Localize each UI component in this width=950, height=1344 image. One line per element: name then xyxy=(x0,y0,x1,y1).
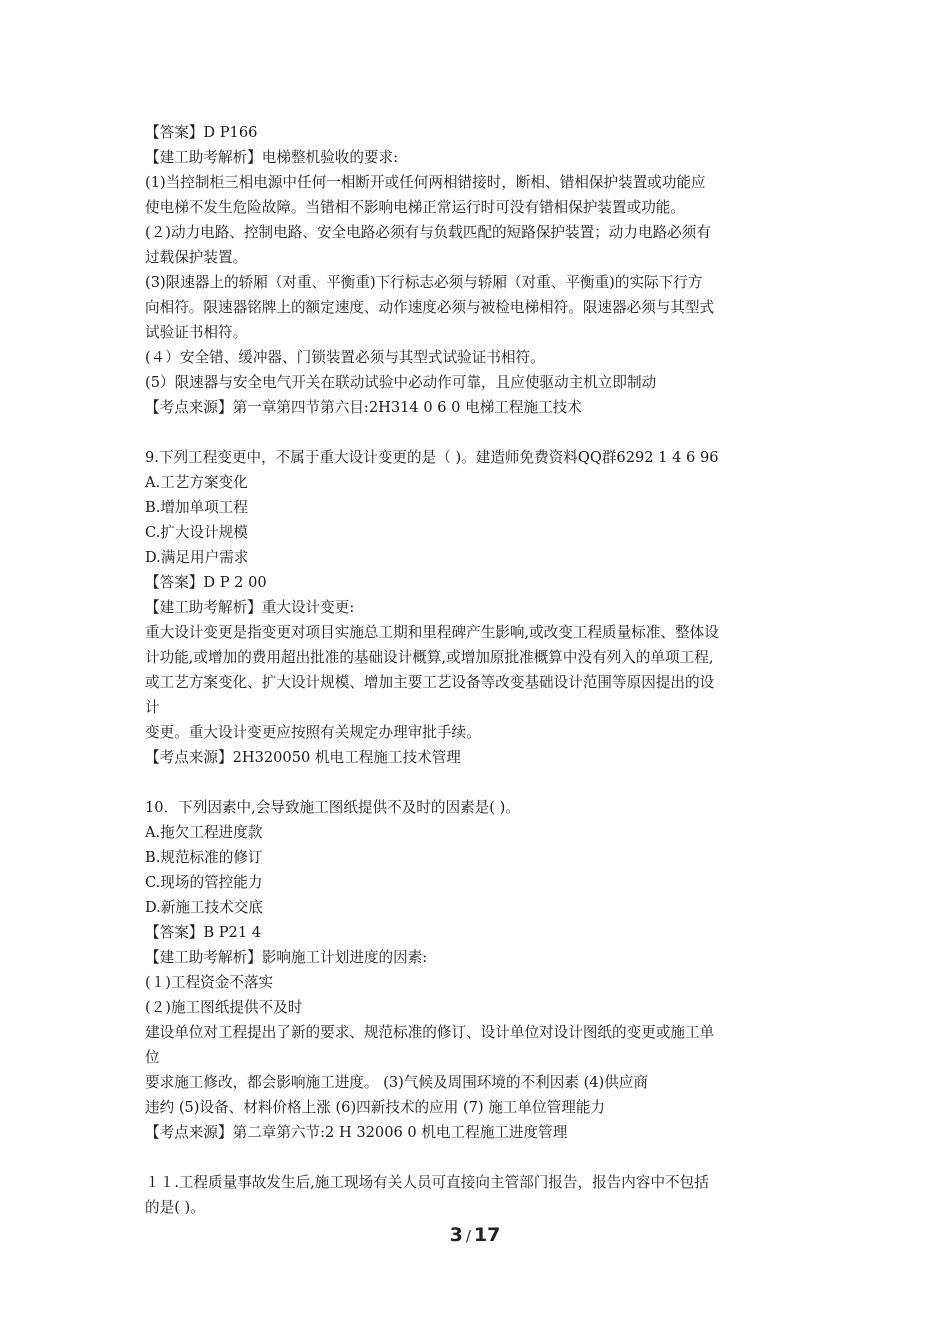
q11-question-line: 的是( )。 xyxy=(145,1199,205,1216)
q9-source: 【考点来源】2H320050 机电工程施工技术管理 xyxy=(145,749,461,766)
q8-analysis-line: (２)动力电路、控制电路、安全电路必须有与负载匹配的短路保护装置；动力电路必须有 xyxy=(145,224,711,241)
current-page: 3 xyxy=(449,1224,463,1246)
q10-answer: 【答案】B P21 4 xyxy=(145,924,262,941)
q9-analysis-line: 计 xyxy=(145,699,160,716)
page-separator: / xyxy=(465,1227,471,1245)
q8-analysis-line: (3)限速器上的轿厢（对重、平衡重)下行标志必须与轿厢（对重、平衡重)的实际下行方 xyxy=(145,274,703,291)
q10-source: 【考点来源】第二章第六节:2 H 32006 0 机电工程施工进度管理 xyxy=(145,1124,568,1141)
q9-analysis-title: 【建工助考解析】重大设计变更: xyxy=(145,599,355,616)
q8-analysis-line: (４）安全错、缓冲器、门锁装置必须与其型式试验证书相符。 xyxy=(145,349,545,366)
q9-analysis-line: 计功能,或增加的费用超出批准的基础设计概算,或增加原批准概算中没有列入的单项工程, xyxy=(145,649,714,666)
q8-answer: 【答案】D P166 xyxy=(145,124,258,141)
q10-analysis-title: 【建工助考解析】影响施工计划进度的因素: xyxy=(145,949,428,966)
total-pages: 17 xyxy=(473,1224,501,1246)
q10-option-c: C.现场的管控能力 xyxy=(145,874,263,891)
q10-option-d: D.新施工技术交底 xyxy=(145,899,263,916)
q10-analysis-line: 位 xyxy=(145,1049,160,1066)
q10-analysis-line: 要求施工修改，都会影响施工进度。 (3)气候及周围环境的不利因素 (4)供应商 xyxy=(145,1074,649,1091)
q8-analysis-title: 【建工助考解析】电梯整机验收的要求: xyxy=(145,149,399,166)
q9-option-d: D.满足用户需求 xyxy=(145,549,249,566)
q8-analysis-line: (5）限速器与安全电气开关在联动试验中必动作可靠，且应使驱动主机立即制动 xyxy=(145,374,657,391)
q9-analysis-line: 变更。重大设计变更应按照有关规定办理审批手续。 xyxy=(145,724,481,741)
q10-analysis-line: (２)施工图纸提供不及时 xyxy=(145,999,303,1016)
q10-option-a: A.拖欠工程进度款 xyxy=(145,824,263,841)
q8-analysis-line: 使电梯不发生危险故障。当错相不影响电梯正常运行时可没有错相保护装置或功能。 xyxy=(145,199,685,216)
q9-option-a: A.工艺方案变化 xyxy=(145,474,248,491)
q8-analysis-line: (1)当控制柜三相电源中任何一相断开或任何两相错接时，断相、错相保护装置或功能应 xyxy=(145,174,706,191)
q10-analysis-line: 违约 (5)设备、材料价格上涨 (6)四新技术的应用 (7) 施工单位管理能力 xyxy=(145,1099,606,1116)
q11-question-line: １１.工程质量事故发生后,施工现场有关人员可直接向主管部门报告，报告内容中不包括 xyxy=(145,1174,709,1191)
q9-option-c: C.扩大设计规模 xyxy=(145,524,248,541)
q8-analysis-line: 过载保护装置。 xyxy=(145,249,248,266)
q9-answer: 【答案】D P 2 00 xyxy=(145,574,267,591)
q8-source: 【考点来源】第一章第四节第六目:2H314 0 6 0 电梯工程施工技术 xyxy=(145,399,582,416)
page-number xyxy=(0,1224,950,1246)
q9-question: 9.下列工程变更中，不属于重大设计变更的是（ )。建造师免费资料QQ群6292 1 4 6 96 xyxy=(145,449,719,466)
page-content xyxy=(145,120,815,1220)
q9-option-b: B.增加单项工程 xyxy=(145,499,248,516)
q10-analysis-line: 建设单位对工程提出了新的要求、规范标准的修订、设计单位对设计图纸的变更或施工单 xyxy=(145,1024,715,1041)
spacer xyxy=(145,770,815,795)
q8-analysis-line: 向相符。限速器铭牌上的额定速度、动作速度必须与被检电梯相符。限速器必须与其型式 xyxy=(145,299,715,316)
q10-question: 10．下列因素中,会导致施工图纸提供不及时的因素是( )。 xyxy=(145,799,520,816)
q9-analysis-line: 重大设计变更是指变更对项目实施总工期和里程碑产生影响,或改变工程质量标准、整体设 xyxy=(145,624,719,641)
q9-analysis-line: 或工艺方案变化、扩大设计规模、增加主要工艺设备等改变基础设计范围等原因提出的设 xyxy=(145,674,715,691)
spacer xyxy=(145,1145,815,1170)
q8-analysis-line: 试验证书相符。 xyxy=(145,324,248,341)
q10-analysis-line: (１)工程资金不落实 xyxy=(145,974,274,991)
spacer xyxy=(145,420,815,445)
q10-option-b: B.规范标准的修订 xyxy=(145,849,263,866)
